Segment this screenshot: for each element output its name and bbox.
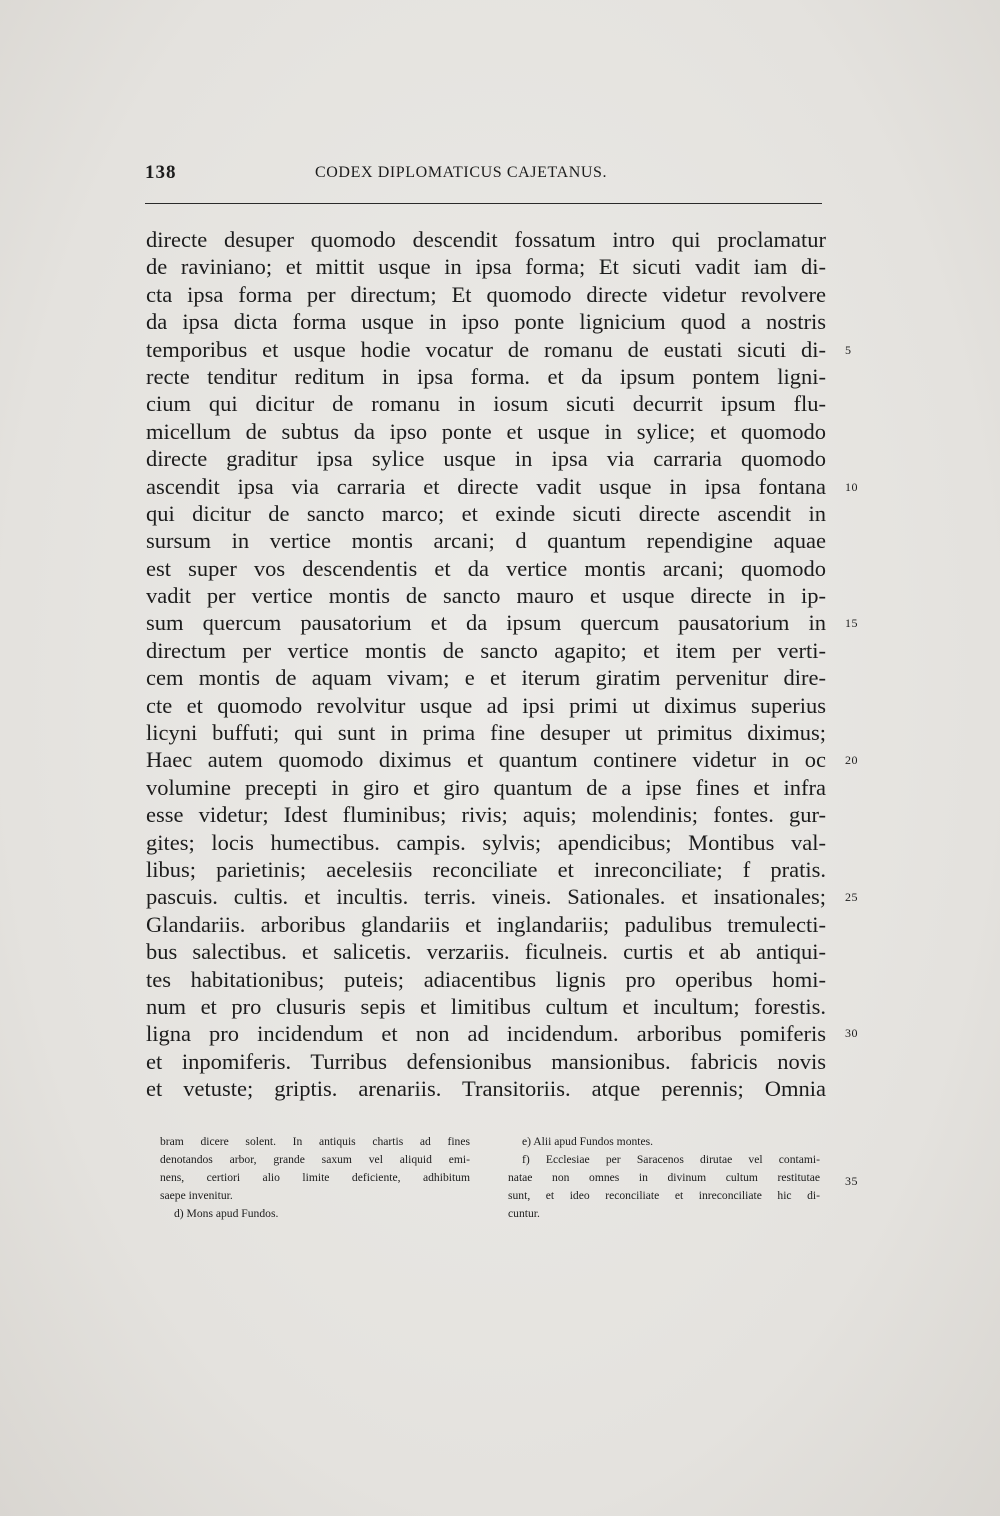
text-line: et inpomiferis. Turribus defensionibus mansionibus. fabricis novis	[146, 1048, 826, 1074]
line-number: 30	[845, 1026, 858, 1040]
line-number: 15	[845, 616, 858, 630]
text-line: sum quercum pausatorium et da ipsum quercum pausatorium in	[146, 610, 826, 636]
text-line: bus salectibus. et salicetis. verzariis. ficulneis. curtis et ab antiqui-	[146, 939, 826, 965]
text-line: cte et quomodo revolvitur usque ad ipsi primi ut diximus superius	[146, 692, 826, 718]
text-line: directe graditur ipsa sylice usque in ipsa via carraria quomodo	[146, 446, 826, 472]
page-number: 138	[145, 162, 177, 183]
text-line: temporibus et usque hodie vocatur de romanu de eustati sicuti di-	[146, 336, 826, 362]
footnote-line: bram dicere solent. In antiquis chartis ad fines	[160, 1135, 470, 1148]
line-number: 10	[845, 480, 858, 494]
text-line: cta ipsa forma per directum; Et quomodo directe videtur revolvere	[146, 281, 826, 307]
text-line: directe desuper quomodo descendit fossatum intro qui proclamatur	[146, 227, 826, 252]
page-header	[145, 162, 820, 190]
header-rule	[145, 203, 822, 204]
text-line: ascendit ipsa via carraria et directe vadit usque in ipsa fontana	[146, 473, 826, 499]
text-line: cium qui dicitur de romanu in iosum sicuti decurrit ipsum flu-	[146, 391, 826, 417]
footnote-line: nens, certiori alio limite deficiente, adhibitum	[160, 1171, 470, 1184]
text-line: de raviniano; et mittit usque in ipsa forma; Et sicuti vadit iam di-	[146, 254, 826, 280]
footnotes-right	[508, 1133, 820, 1223]
text-line: qui dicitur de sancto marco; et exinde sicuti directe ascendit in	[146, 500, 826, 526]
footnotes-left	[160, 1133, 470, 1223]
text-line: volumine precepti in giro et giro quantum de a ipse fines et infra	[146, 774, 826, 800]
running-title: CODEX DIPLOMATICUS CAJETANUS.	[315, 164, 608, 181]
line-number: 35	[845, 1174, 858, 1188]
text-line: num et pro clusuris sepis et limitibus cultum et incultum; forestis.	[146, 993, 826, 1019]
text-line: pascuis. cultis. et incultis. terris. vineis. Sationales. et insationales;	[146, 884, 826, 910]
footnote-e: e) Alii apud Fundos montes.	[522, 1135, 654, 1148]
line-number: 25	[845, 890, 858, 904]
text-line: et vetuste; griptis. arenariis. Transitoriis. atque perennis; Omnia	[146, 1076, 826, 1102]
text-line: ligna pro incidendum et non ad incidendum. arboribus pomiferis	[146, 1021, 826, 1047]
footnote-line: cuntur.	[508, 1207, 540, 1220]
text-line: recte tenditur reditum in ipsa forma. et da ipsum pontem ligni-	[146, 363, 826, 389]
text-line: vadit per vertice montis de sancto mauro et usque directe in ip-	[146, 583, 826, 609]
text-line: sursum in vertice montis arcani; d quantum rependigine aquae	[146, 528, 826, 554]
text-line: gites; locis humectibus. campis. sylvis; apendicibus; Montibus val-	[146, 829, 826, 855]
text-line: esse videtur; Idest fluminibus; rivis; aquis; molendinis; fontes. gur-	[146, 802, 826, 828]
text-line: micellum de subtus da ipso ponte et usque in sylice; et quomodo	[146, 418, 826, 444]
main-text	[146, 226, 826, 1103]
text-line: Glandariis. arboribus glandariis et inglandariis; padulibus tremulecti-	[146, 911, 826, 937]
text-line: est super vos descendentis et da vertice montis arcani; quomodo	[146, 555, 826, 581]
footnote-line: saepe invenitur.	[160, 1189, 233, 1202]
footnote-line: sunt, et ideo reconciliate et inreconciliate hic di-	[508, 1189, 820, 1202]
text-line: licyni buffuti; qui sunt in prima fine desuper ut primitus diximus;	[146, 720, 826, 746]
text-line: cem montis de aquam vivam; e et iterum giratim pervenitur dire-	[146, 665, 826, 691]
line-number: 20	[845, 753, 858, 767]
text-line: tes habitationibus; puteis; adiacentibus lignis pro operibus homi-	[146, 966, 826, 992]
line-number: 5	[845, 343, 852, 357]
text-line: directum per vertice montis de sancto agapito; et item per verti-	[146, 637, 826, 663]
text-line: Haec autem quomodo diximus et quantum continere videtur in oc	[146, 747, 826, 773]
text-line: libus; parietinis; aecelesiis reconciliate et inreconciliate; f pratis.	[146, 856, 826, 882]
footnote-d: d) Mons apud Fundos.	[174, 1207, 279, 1220]
footnote-line: denotandos arbor, grande saxum vel aliquid emi-	[160, 1153, 470, 1166]
text-line: da ipsa dicta forma usque in ipso ponte lignicium quod a nostris	[146, 309, 826, 335]
footnote-line: natae non omnes in divinum cultum restitutae	[508, 1171, 820, 1184]
footnote-f: f) Ecclesiae per Saracenos dirutae vel contami-	[522, 1153, 820, 1166]
